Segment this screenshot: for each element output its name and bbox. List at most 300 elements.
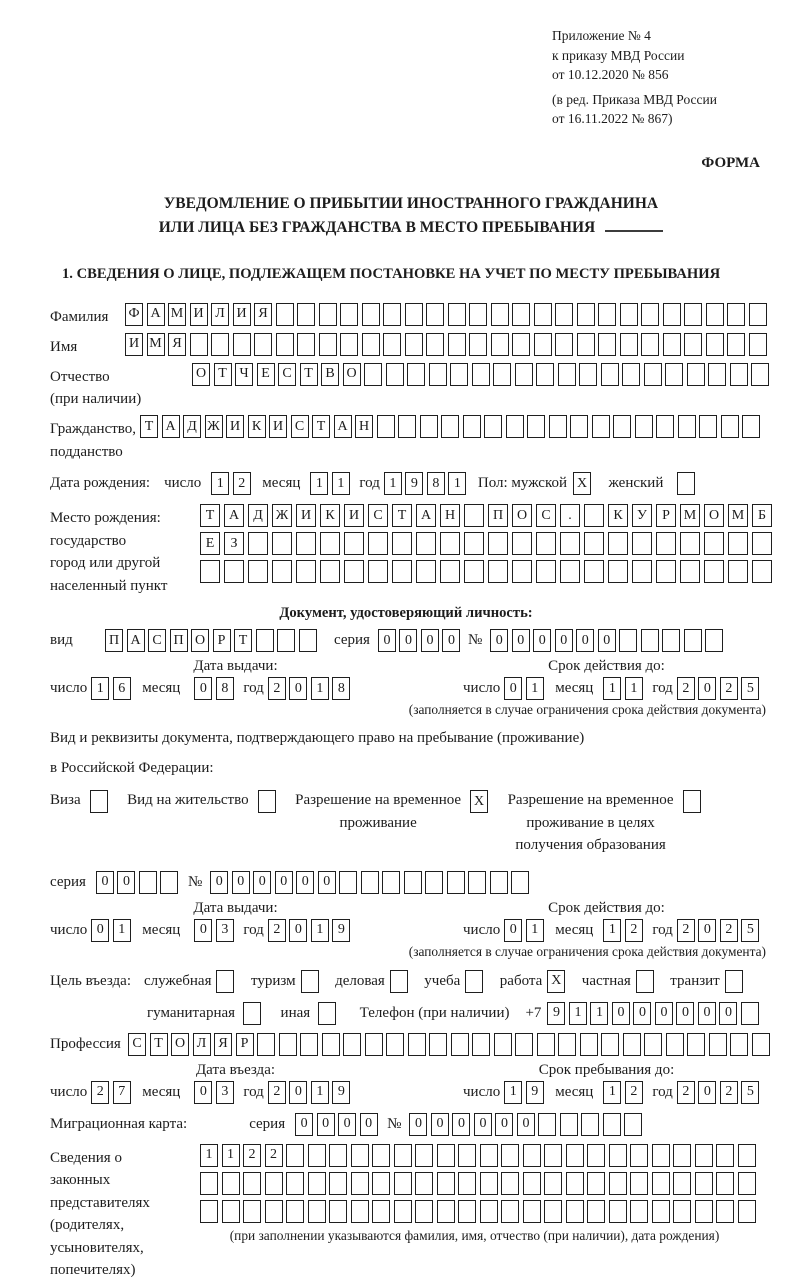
- purpose-private-checkbox-cell[interactable]: [636, 970, 654, 993]
- representatives-row-1-cell[interactable]: [329, 1144, 347, 1167]
- name-boxes-cell[interactable]: [405, 333, 423, 356]
- phone-boxes-cell[interactable]: 9: [547, 1002, 565, 1025]
- surname-boxes-cell[interactable]: Л: [211, 303, 229, 326]
- birth-year-boxes-cell[interactable]: 8: [427, 472, 445, 495]
- birth-day-boxes-cell[interactable]: 1: [211, 472, 229, 495]
- birth-month-boxes-cell[interactable]: 1: [332, 472, 350, 495]
- profession-boxes-cell[interactable]: Я: [214, 1033, 232, 1056]
- birth-place-row-2-cell[interactable]: [488, 532, 508, 555]
- residence-issue-year-cell[interactable]: 2: [268, 919, 286, 942]
- identity-doc-number-boxes-cell[interactable]: 0: [555, 629, 573, 652]
- citizenship-boxes-cell[interactable]: [398, 415, 416, 438]
- birth-place-row-1-cell[interactable]: Р: [656, 504, 676, 527]
- representatives-row-2-cell[interactable]: [394, 1172, 412, 1195]
- citizenship-boxes-cell[interactable]: [463, 415, 481, 438]
- surname-boxes-cell[interactable]: Ф: [125, 303, 143, 326]
- citizenship-boxes-cell[interactable]: [656, 415, 674, 438]
- residence-permit-checkbox-cell[interactable]: [258, 790, 276, 813]
- birth-place-row-1-cell[interactable]: А: [224, 504, 244, 527]
- surname-boxes-cell[interactable]: И: [190, 303, 208, 326]
- patronymic-boxes-cell[interactable]: [450, 363, 468, 386]
- residence-number-boxes-cell[interactable]: [511, 871, 529, 894]
- birth-place-row-1-cell[interactable]: И: [296, 504, 316, 527]
- representatives-row-2-cell[interactable]: [673, 1172, 691, 1195]
- phone-boxes-cell[interactable]: 0: [676, 1002, 694, 1025]
- birth-place-row-3-cell[interactable]: [200, 560, 220, 583]
- phone-boxes-cell[interactable]: [741, 1002, 759, 1025]
- surname-boxes-cell[interactable]: [641, 303, 659, 326]
- residence-valid-year-cell[interactable]: 0: [698, 919, 716, 942]
- migration-series-boxes-cell[interactable]: 0: [338, 1113, 356, 1136]
- patronymic-boxes-cell[interactable]: [386, 363, 404, 386]
- birth-place-row-3-cell[interactable]: [368, 560, 388, 583]
- phone-boxes-cell[interactable]: 0: [698, 1002, 716, 1025]
- birth-place-row-2-cell[interactable]: [584, 532, 604, 555]
- citizenship-boxes-cell[interactable]: А: [334, 415, 352, 438]
- surname-boxes-cell[interactable]: [491, 303, 509, 326]
- surname-boxes-cell[interactable]: [512, 303, 530, 326]
- citizenship-boxes-cell[interactable]: Т: [312, 415, 330, 438]
- profession-boxes-cell[interactable]: [343, 1033, 361, 1056]
- representatives-row-1-cell[interactable]: [458, 1144, 476, 1167]
- birth-place-row-3-cell[interactable]: [344, 560, 364, 583]
- birth-place-row-3-cell[interactable]: [488, 560, 508, 583]
- identity-doc-type-boxes-cell[interactable]: А: [127, 629, 145, 652]
- profession-boxes-cell[interactable]: [623, 1033, 641, 1056]
- surname-boxes-cell[interactable]: М: [168, 303, 186, 326]
- identity-doc-type-boxes-cell[interactable]: [256, 629, 274, 652]
- birth-place-row-1-cell[interactable]: П: [488, 504, 508, 527]
- temp-permit-checkbox-cell[interactable]: X: [470, 790, 488, 813]
- representatives-row-1-cell[interactable]: [437, 1144, 455, 1167]
- identity-valid-month-cell[interactable]: 1: [603, 677, 621, 700]
- representatives-row-2-cell[interactable]: [716, 1172, 734, 1195]
- identity-doc-series-boxes-cell[interactable]: 0: [399, 629, 417, 652]
- profession-boxes-cell[interactable]: Т: [150, 1033, 168, 1056]
- migration-series-boxes-cell[interactable]: 0: [360, 1113, 378, 1136]
- residence-issue-day-cell[interactable]: 0: [91, 919, 109, 942]
- birth-place-row-2-cell[interactable]: Е: [200, 532, 220, 555]
- migration-series-boxes-cell[interactable]: 0: [295, 1113, 313, 1136]
- entry-year-cell[interactable]: 9: [332, 1081, 350, 1104]
- profession-boxes-cell[interactable]: [537, 1033, 555, 1056]
- citizenship-boxes-cell[interactable]: С: [291, 415, 309, 438]
- profession-boxes-cell[interactable]: [365, 1033, 383, 1056]
- birth-place-row-1-cell[interactable]: М: [680, 504, 700, 527]
- purpose-business-checkbox-cell[interactable]: [390, 970, 408, 993]
- name-boxes-cell[interactable]: [749, 333, 767, 356]
- citizenship-boxes-cell[interactable]: [506, 415, 524, 438]
- name-boxes-cell[interactable]: [598, 333, 616, 356]
- birth-place-row-2-cell[interactable]: [608, 532, 628, 555]
- patronymic-boxes-cell[interactable]: Т: [300, 363, 318, 386]
- representatives-row-1-cell[interactable]: 2: [265, 1144, 283, 1167]
- residence-number-boxes-cell[interactable]: 0: [232, 871, 250, 894]
- representatives-row-1-cell[interactable]: [415, 1144, 433, 1167]
- birth-year-boxes-cell[interactable]: 1: [384, 472, 402, 495]
- citizenship-boxes-cell[interactable]: [549, 415, 567, 438]
- citizenship-boxes-cell[interactable]: [613, 415, 631, 438]
- residence-number-boxes-cell[interactable]: 0: [318, 871, 336, 894]
- name-boxes-cell[interactable]: [297, 333, 315, 356]
- profession-boxes-cell[interactable]: С: [128, 1033, 146, 1056]
- profession-boxes-cell[interactable]: Л: [193, 1033, 211, 1056]
- profession-boxes-cell[interactable]: [451, 1033, 469, 1056]
- identity-doc-type-boxes-cell[interactable]: [299, 629, 317, 652]
- profession-boxes-cell[interactable]: [257, 1033, 275, 1056]
- birth-place-row-1-cell[interactable]: Д: [248, 504, 268, 527]
- birth-place-row-2-cell[interactable]: [368, 532, 388, 555]
- migration-number-boxes-cell[interactable]: 0: [495, 1113, 513, 1136]
- representatives-row-2-cell[interactable]: [351, 1172, 369, 1195]
- birth-place-row-3-cell[interactable]: [464, 560, 484, 583]
- patronymic-boxes-cell[interactable]: [751, 363, 769, 386]
- residence-valid-year-cell[interactable]: 2: [720, 919, 738, 942]
- representatives-row-3-cell[interactable]: [587, 1200, 605, 1223]
- profession-boxes-cell[interactable]: [601, 1033, 619, 1056]
- entry-year-cell[interactable]: 1: [311, 1081, 329, 1104]
- residence-valid-day-cell[interactable]: 1: [526, 919, 544, 942]
- surname-boxes-cell[interactable]: [362, 303, 380, 326]
- profession-boxes-cell[interactable]: [386, 1033, 404, 1056]
- representatives-row-2-cell[interactable]: [308, 1172, 326, 1195]
- representatives-row-2-cell[interactable]: [415, 1172, 433, 1195]
- representatives-row-3-cell[interactable]: [415, 1200, 433, 1223]
- stay-month-cell[interactable]: 2: [625, 1081, 643, 1104]
- birth-place-row-3-cell[interactable]: [224, 560, 244, 583]
- birth-place-row-3-cell[interactable]: [512, 560, 532, 583]
- migration-number-boxes-cell[interactable]: [603, 1113, 621, 1136]
- representatives-row-3-cell[interactable]: [501, 1200, 519, 1223]
- birth-place-row-3-cell[interactable]: [320, 560, 340, 583]
- identity-issue-year-cell[interactable]: 1: [311, 677, 329, 700]
- representatives-row-2-cell[interactable]: [286, 1172, 304, 1195]
- identity-doc-series-boxes-cell[interactable]: 0: [421, 629, 439, 652]
- identity-issue-year-cell[interactable]: 2: [268, 677, 286, 700]
- identity-doc-type-boxes-cell[interactable]: П: [170, 629, 188, 652]
- residence-number-boxes-cell[interactable]: [447, 871, 465, 894]
- residence-number-boxes-cell[interactable]: [490, 871, 508, 894]
- birth-place-row-1-cell[interactable]: Т: [392, 504, 412, 527]
- representatives-row-1-cell[interactable]: [286, 1144, 304, 1167]
- representatives-row-3-cell[interactable]: [329, 1200, 347, 1223]
- phone-boxes-cell[interactable]: 1: [569, 1002, 587, 1025]
- residence-number-boxes-cell[interactable]: 0: [253, 871, 271, 894]
- birth-place-row-2-cell[interactable]: [632, 532, 652, 555]
- name-boxes-cell[interactable]: [233, 333, 251, 356]
- identity-valid-day-cell[interactable]: 0: [504, 677, 522, 700]
- profession-boxes-cell[interactable]: [515, 1033, 533, 1056]
- name-boxes-cell[interactable]: [641, 333, 659, 356]
- citizenship-boxes-cell[interactable]: [441, 415, 459, 438]
- birth-place-row-2-cell[interactable]: [704, 532, 724, 555]
- identity-valid-year-cell[interactable]: 5: [741, 677, 759, 700]
- stay-year-cell[interactable]: 2: [720, 1081, 738, 1104]
- birth-place-row-3-cell[interactable]: [272, 560, 292, 583]
- representatives-row-2-cell[interactable]: [566, 1172, 584, 1195]
- residence-number-boxes-cell[interactable]: [425, 871, 443, 894]
- entry-day-cell[interactable]: 7: [113, 1081, 131, 1104]
- patronymic-boxes-cell[interactable]: [364, 363, 382, 386]
- residence-valid-year-cell[interactable]: 5: [741, 919, 759, 942]
- identity-doc-type-boxes-cell[interactable]: О: [191, 629, 209, 652]
- surname-boxes-cell[interactable]: [383, 303, 401, 326]
- representatives-row-1-cell[interactable]: [738, 1144, 756, 1167]
- birth-place-row-1-cell[interactable]: О: [704, 504, 724, 527]
- birth-place-row-2-cell[interactable]: [440, 532, 460, 555]
- patronymic-boxes-cell[interactable]: [472, 363, 490, 386]
- representatives-row-2-cell[interactable]: [437, 1172, 455, 1195]
- citizenship-boxes-cell[interactable]: [699, 415, 717, 438]
- representatives-row-1-cell[interactable]: [695, 1144, 713, 1167]
- birth-place-row-1-cell[interactable]: Т: [200, 504, 220, 527]
- identity-doc-number-boxes-cell[interactable]: [684, 629, 702, 652]
- name-boxes-cell[interactable]: [534, 333, 552, 356]
- entry-year-cell[interactable]: 2: [268, 1081, 286, 1104]
- patronymic-boxes-cell[interactable]: В: [321, 363, 339, 386]
- birth-place-row-3-cell[interactable]: [416, 560, 436, 583]
- purpose-official-checkbox-cell[interactable]: [216, 970, 234, 993]
- representatives-row-3-cell[interactable]: [480, 1200, 498, 1223]
- migration-number-boxes-cell[interactable]: 0: [452, 1113, 470, 1136]
- residence-issue-day-cell[interactable]: 1: [113, 919, 131, 942]
- migration-number-boxes-cell[interactable]: [560, 1113, 578, 1136]
- name-boxes-cell[interactable]: [577, 333, 595, 356]
- representatives-row-3-cell[interactable]: [222, 1200, 240, 1223]
- entry-month-cell[interactable]: 0: [194, 1081, 212, 1104]
- name-boxes-cell[interactable]: [727, 333, 745, 356]
- birth-place-row-1-cell[interactable]: Ж: [272, 504, 292, 527]
- purpose-humanitarian-checkbox-cell[interactable]: [243, 1002, 261, 1025]
- birth-place-row-1-cell[interactable]: М: [728, 504, 748, 527]
- stay-month-cell[interactable]: 1: [603, 1081, 621, 1104]
- surname-boxes-cell[interactable]: А: [147, 303, 165, 326]
- visa-checkbox-cell[interactable]: [90, 790, 108, 813]
- birth-place-row-3-cell[interactable]: [656, 560, 676, 583]
- birth-year-boxes-cell[interactable]: 1: [448, 472, 466, 495]
- surname-boxes-cell[interactable]: Я: [254, 303, 272, 326]
- residence-number-boxes-cell[interactable]: [339, 871, 357, 894]
- representatives-row-3-cell[interactable]: [630, 1200, 648, 1223]
- birth-place-row-1-cell[interactable]: С: [368, 504, 388, 527]
- representatives-row-3-cell[interactable]: [200, 1200, 218, 1223]
- name-boxes-cell[interactable]: [190, 333, 208, 356]
- birth-place-row-2-cell[interactable]: [344, 532, 364, 555]
- profession-boxes-cell[interactable]: [730, 1033, 748, 1056]
- representatives-row-3-cell[interactable]: [566, 1200, 584, 1223]
- patronymic-boxes-cell[interactable]: [493, 363, 511, 386]
- profession-boxes-cell[interactable]: [472, 1033, 490, 1056]
- name-boxes-cell[interactable]: [684, 333, 702, 356]
- birth-place-row-2-cell[interactable]: [464, 532, 484, 555]
- representatives-row-1-cell[interactable]: [523, 1144, 541, 1167]
- patronymic-boxes-cell[interactable]: Е: [257, 363, 275, 386]
- representatives-row-3-cell[interactable]: [652, 1200, 670, 1223]
- birth-place-row-1-cell[interactable]: .: [560, 504, 580, 527]
- migration-number-boxes-cell[interactable]: 0: [431, 1113, 449, 1136]
- representatives-row-1-cell[interactable]: [673, 1144, 691, 1167]
- profession-boxes-cell[interactable]: [408, 1033, 426, 1056]
- birth-place-row-3-cell[interactable]: [632, 560, 652, 583]
- birth-place-row-1-cell[interactable]: Б: [752, 504, 772, 527]
- representatives-row-1-cell[interactable]: [351, 1144, 369, 1167]
- patronymic-boxes-cell[interactable]: [429, 363, 447, 386]
- birth-place-row-3-cell[interactable]: [560, 560, 580, 583]
- identity-doc-type-boxes-cell[interactable]: Р: [213, 629, 231, 652]
- representatives-row-2-cell[interactable]: [243, 1172, 261, 1195]
- identity-valid-year-cell[interactable]: 2: [720, 677, 738, 700]
- name-boxes-cell[interactable]: [362, 333, 380, 356]
- birth-place-row-2-cell[interactable]: [248, 532, 268, 555]
- surname-boxes-cell[interactable]: [577, 303, 595, 326]
- name-boxes-cell[interactable]: [620, 333, 638, 356]
- representatives-row-3-cell[interactable]: [351, 1200, 369, 1223]
- identity-doc-number-boxes-cell[interactable]: [705, 629, 723, 652]
- birth-place-row-3-cell[interactable]: [752, 560, 772, 583]
- representatives-row-2-cell[interactable]: [609, 1172, 627, 1195]
- representatives-row-3-cell[interactable]: [286, 1200, 304, 1223]
- residence-issue-year-cell[interactable]: 9: [332, 919, 350, 942]
- identity-doc-number-boxes-cell[interactable]: [641, 629, 659, 652]
- identity-doc-series-boxes-cell[interactable]: 0: [378, 629, 396, 652]
- residence-number-boxes-cell[interactable]: [468, 871, 486, 894]
- birth-place-row-3-cell[interactable]: [392, 560, 412, 583]
- residence-valid-month-cell[interactable]: 1: [603, 919, 621, 942]
- citizenship-boxes-cell[interactable]: [420, 415, 438, 438]
- representatives-row-3-cell[interactable]: [308, 1200, 326, 1223]
- citizenship-boxes-cell[interactable]: К: [248, 415, 266, 438]
- profession-boxes-cell[interactable]: Р: [236, 1033, 254, 1056]
- representatives-row-1-cell[interactable]: 1: [200, 1144, 218, 1167]
- identity-valid-month-cell[interactable]: 1: [625, 677, 643, 700]
- residence-issue-year-cell[interactable]: 1: [311, 919, 329, 942]
- identity-doc-type-boxes-cell[interactable]: П: [105, 629, 123, 652]
- representatives-row-3-cell[interactable]: [716, 1200, 734, 1223]
- birth-place-row-3-cell[interactable]: [584, 560, 604, 583]
- birth-place-row-2-cell[interactable]: [416, 532, 436, 555]
- phone-boxes-cell[interactable]: 1: [590, 1002, 608, 1025]
- profession-boxes-cell[interactable]: [666, 1033, 684, 1056]
- phone-boxes-cell[interactable]: 0: [655, 1002, 673, 1025]
- birth-place-row-2-cell[interactable]: [512, 532, 532, 555]
- patronymic-boxes-cell[interactable]: [708, 363, 726, 386]
- citizenship-boxes-cell[interactable]: Н: [355, 415, 373, 438]
- surname-boxes-cell[interactable]: [319, 303, 337, 326]
- birth-place-row-2-cell[interactable]: [296, 532, 316, 555]
- representatives-row-3-cell[interactable]: [458, 1200, 476, 1223]
- patronymic-boxes-cell[interactable]: [665, 363, 683, 386]
- surname-boxes-cell[interactable]: [598, 303, 616, 326]
- representatives-row-1-cell[interactable]: [652, 1144, 670, 1167]
- name-boxes-cell[interactable]: [254, 333, 272, 356]
- representatives-row-2-cell[interactable]: [372, 1172, 390, 1195]
- surname-boxes-cell[interactable]: [276, 303, 294, 326]
- representatives-row-3-cell[interactable]: [265, 1200, 283, 1223]
- name-boxes-cell[interactable]: [512, 333, 530, 356]
- patronymic-boxes-cell[interactable]: [558, 363, 576, 386]
- profession-boxes-cell[interactable]: [558, 1033, 576, 1056]
- birth-month-boxes-cell[interactable]: 1: [310, 472, 328, 495]
- migration-number-boxes-cell[interactable]: 0: [409, 1113, 427, 1136]
- residence-number-boxes-cell[interactable]: [361, 871, 379, 894]
- citizenship-boxes-cell[interactable]: И: [269, 415, 287, 438]
- phone-boxes-cell[interactable]: 0: [719, 1002, 737, 1025]
- residence-number-boxes-cell[interactable]: [382, 871, 400, 894]
- representatives-row-2-cell[interactable]: [329, 1172, 347, 1195]
- citizenship-boxes-cell[interactable]: [377, 415, 395, 438]
- representatives-row-2-cell[interactable]: [222, 1172, 240, 1195]
- migration-number-boxes-cell[interactable]: 0: [517, 1113, 535, 1136]
- birth-place-row-2-cell[interactable]: [728, 532, 748, 555]
- representatives-row-1-cell[interactable]: [609, 1144, 627, 1167]
- representatives-row-2-cell[interactable]: [501, 1172, 519, 1195]
- representatives-row-2-cell[interactable]: [544, 1172, 562, 1195]
- profession-boxes-cell[interactable]: [709, 1033, 727, 1056]
- entry-month-cell[interactable]: 3: [216, 1081, 234, 1104]
- identity-doc-number-boxes-cell[interactable]: 0: [490, 629, 508, 652]
- birth-day-boxes-cell[interactable]: 2: [233, 472, 251, 495]
- residence-issue-month-cell[interactable]: 0: [194, 919, 212, 942]
- representatives-row-3-cell[interactable]: [372, 1200, 390, 1223]
- surname-boxes-cell[interactable]: [555, 303, 573, 326]
- representatives-row-1-cell[interactable]: [372, 1144, 390, 1167]
- identity-valid-year-cell[interactable]: 0: [698, 677, 716, 700]
- surname-boxes-cell[interactable]: [340, 303, 358, 326]
- surname-boxes-cell[interactable]: И: [233, 303, 251, 326]
- phone-boxes-cell[interactable]: 0: [633, 1002, 651, 1025]
- citizenship-boxes-cell[interactable]: [678, 415, 696, 438]
- residence-series-boxes-cell[interactable]: [139, 871, 157, 894]
- purpose-study-checkbox-cell[interactable]: [465, 970, 483, 993]
- residence-valid-year-cell[interactable]: 2: [677, 919, 695, 942]
- residence-issue-year-cell[interactable]: 0: [289, 919, 307, 942]
- citizenship-boxes-cell[interactable]: [484, 415, 502, 438]
- representatives-row-1-cell[interactable]: [480, 1144, 498, 1167]
- representatives-row-1-cell[interactable]: [501, 1144, 519, 1167]
- patronymic-boxes-cell[interactable]: [601, 363, 619, 386]
- patronymic-boxes-cell[interactable]: О: [192, 363, 210, 386]
- residence-issue-month-cell[interactable]: 3: [216, 919, 234, 942]
- representatives-row-2-cell[interactable]: [695, 1172, 713, 1195]
- representatives-row-1-cell[interactable]: [394, 1144, 412, 1167]
- entry-year-cell[interactable]: 0: [289, 1081, 307, 1104]
- birth-place-row-3-cell[interactable]: [728, 560, 748, 583]
- name-boxes-cell[interactable]: [491, 333, 509, 356]
- migration-number-boxes-cell[interactable]: [538, 1113, 556, 1136]
- birth-place-row-3-cell[interactable]: [680, 560, 700, 583]
- entry-day-cell[interactable]: 2: [91, 1081, 109, 1104]
- birth-place-row-3-cell[interactable]: [440, 560, 460, 583]
- stay-year-cell[interactable]: 0: [698, 1081, 716, 1104]
- identity-issue-month-cell[interactable]: 0: [194, 677, 212, 700]
- purpose-tourism-checkbox-cell[interactable]: [301, 970, 319, 993]
- identity-doc-number-boxes-cell[interactable]: [662, 629, 680, 652]
- surname-boxes-cell[interactable]: [749, 303, 767, 326]
- citizenship-boxes-cell[interactable]: [570, 415, 588, 438]
- surname-boxes-cell[interactable]: [620, 303, 638, 326]
- name-boxes-cell[interactable]: [448, 333, 466, 356]
- birth-place-row-1-cell[interactable]: Н: [440, 504, 460, 527]
- representatives-row-1-cell[interactable]: [566, 1144, 584, 1167]
- migration-number-boxes-cell[interactable]: [581, 1113, 599, 1136]
- citizenship-boxes-cell[interactable]: Ж: [205, 415, 223, 438]
- birth-place-row-2-cell[interactable]: [536, 532, 556, 555]
- representatives-row-2-cell[interactable]: [458, 1172, 476, 1195]
- profession-boxes-cell[interactable]: [752, 1033, 770, 1056]
- representatives-row-3-cell[interactable]: [437, 1200, 455, 1223]
- identity-issue-month-cell[interactable]: 8: [216, 677, 234, 700]
- surname-boxes-cell[interactable]: [405, 303, 423, 326]
